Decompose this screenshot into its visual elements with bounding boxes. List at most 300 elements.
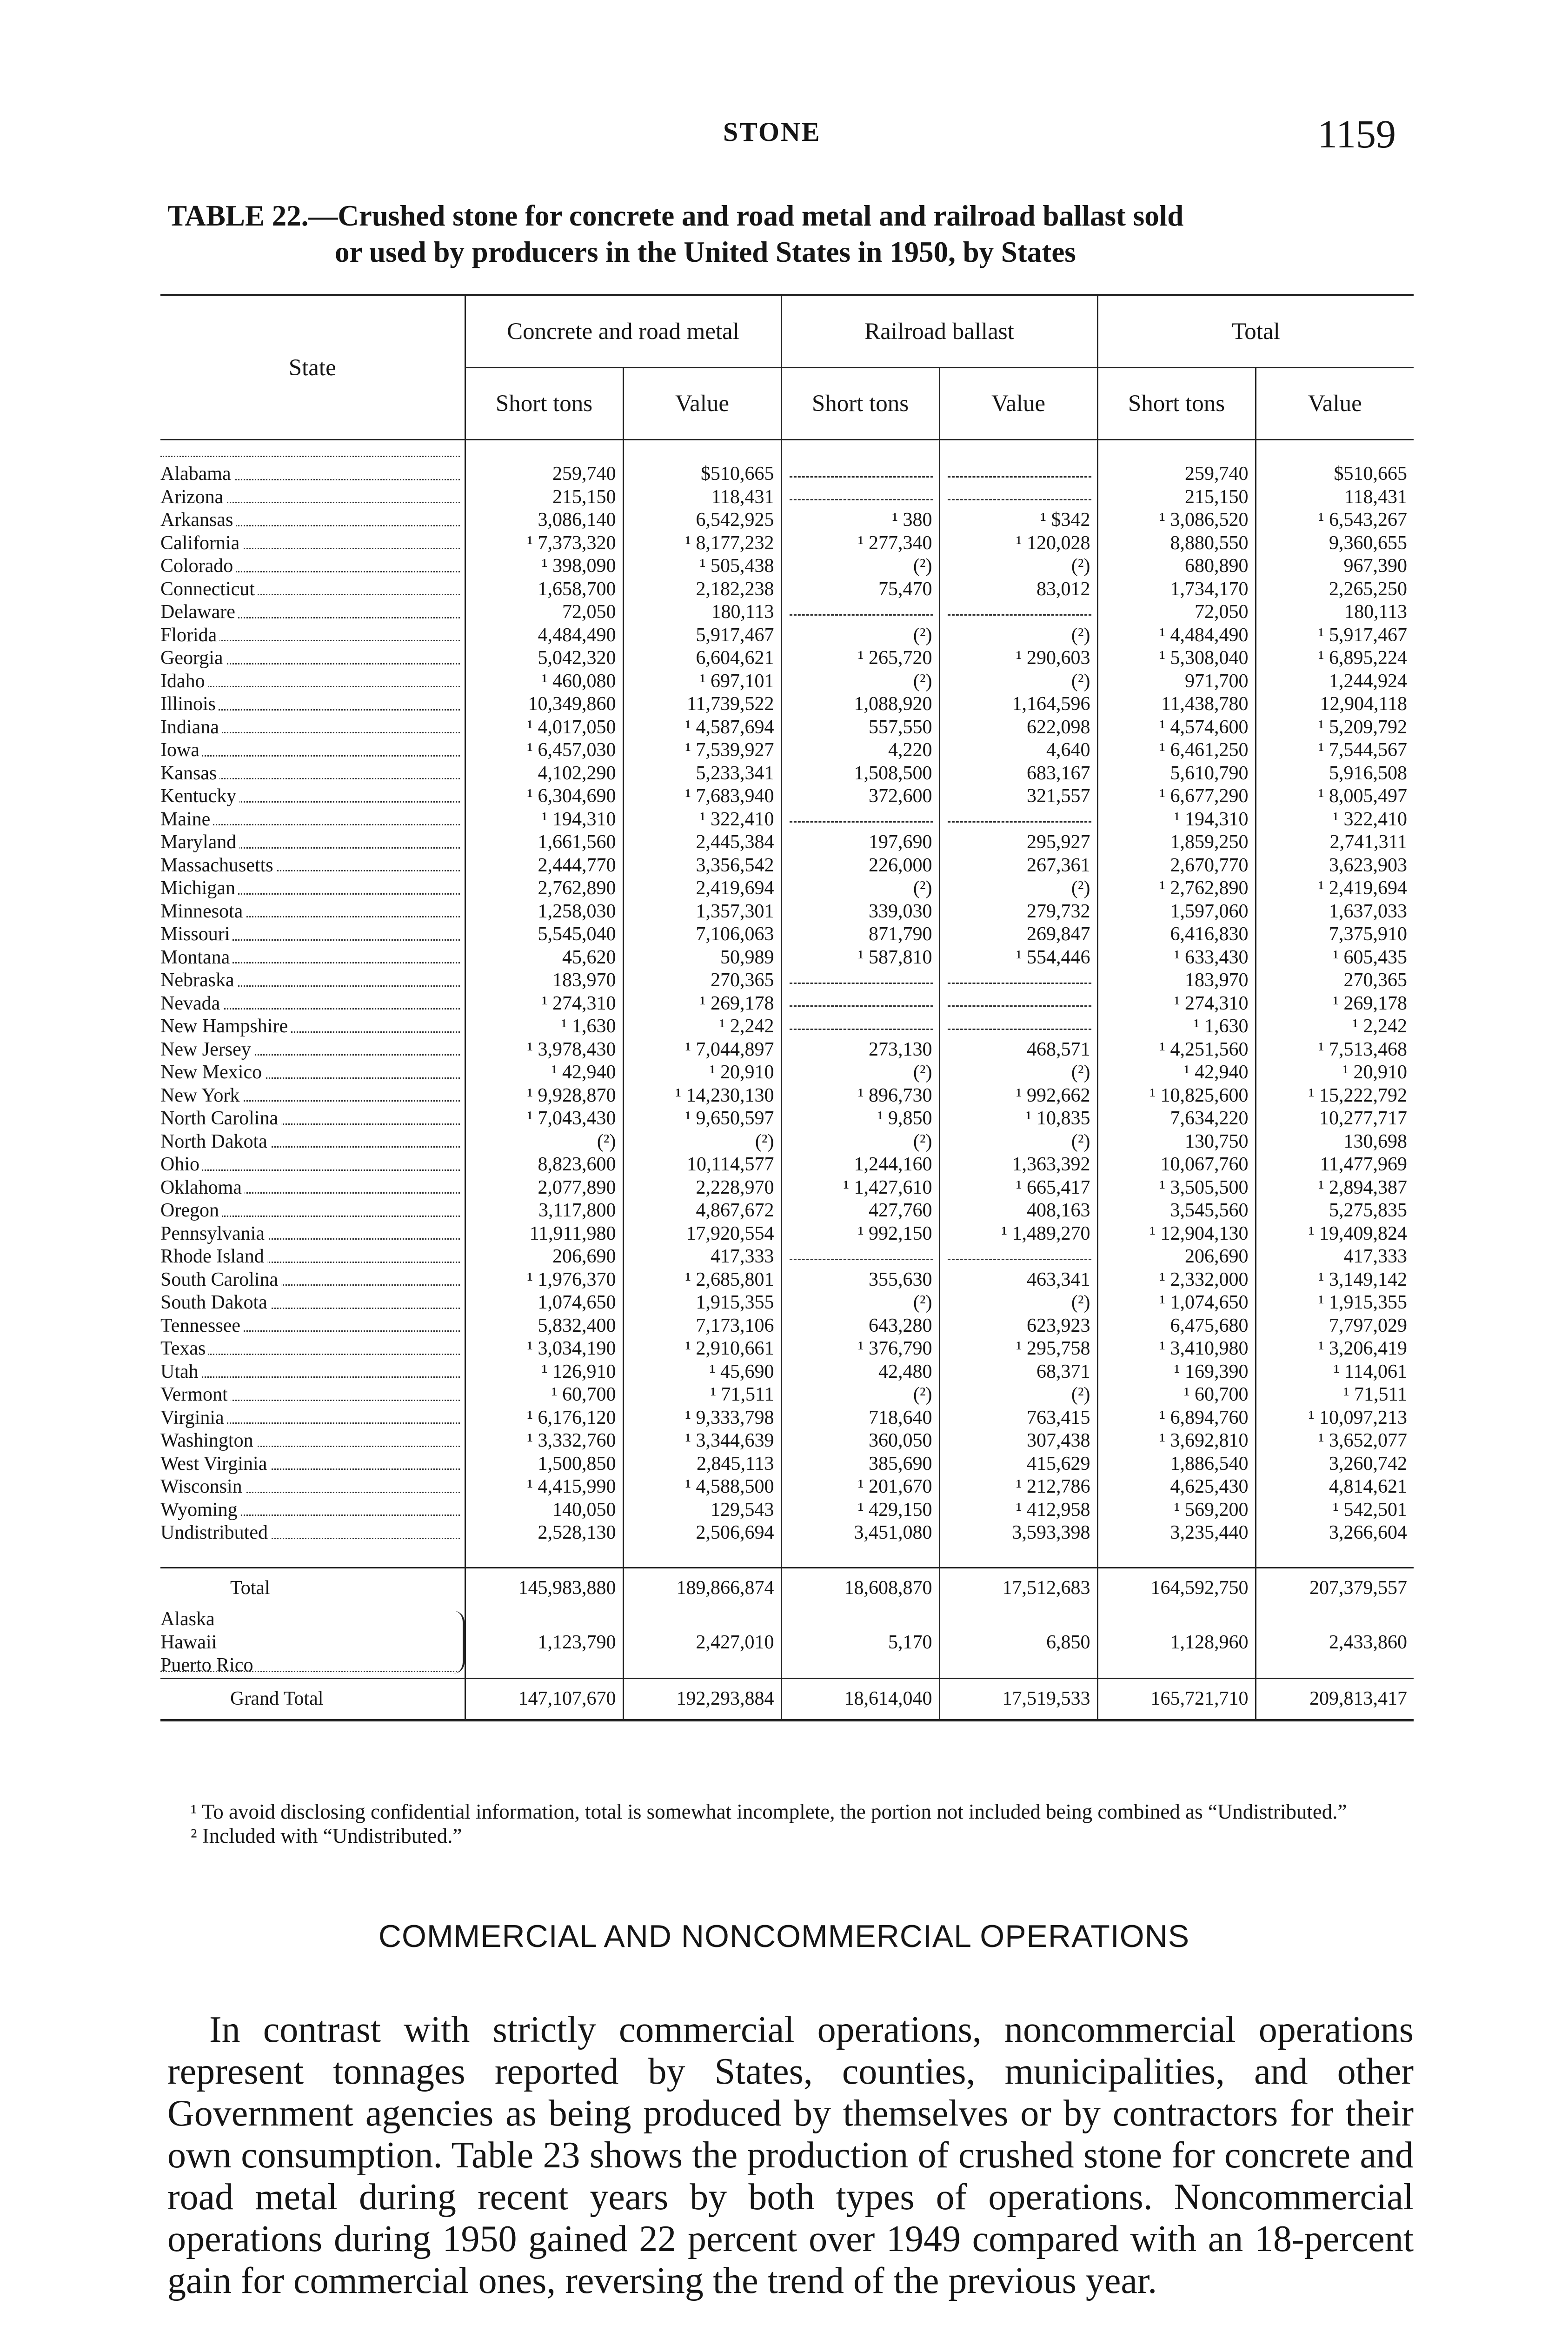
total-tons-cell: 259,740 [1097, 463, 1256, 486]
total-tons-cell: ¹ 6,894,760 [1097, 1407, 1256, 1430]
railroad-tons-cell [781, 463, 939, 486]
concrete-tons-cell: ¹ 194,310 [465, 808, 623, 831]
railroad-tons-cell: 273,130 [781, 1038, 939, 1062]
concrete-value-cell: 1,357,301 [623, 900, 781, 923]
total-value-cell: ¹ 5,209,792 [1256, 716, 1414, 739]
total-value-cell: ¹ 1,915,355 [1256, 1291, 1414, 1315]
total-tons-cell: 1,734,170 [1097, 578, 1256, 601]
railroad-value-cell: (²) [939, 1291, 1097, 1315]
grand-total-total-tons: 165,721,710 [1097, 1679, 1256, 1720]
total-value-cell: ¹ 3,652,077 [1256, 1429, 1414, 1453]
state-name: North Dakota [160, 1131, 270, 1152]
concrete-value-cell: 3,356,542 [623, 854, 781, 877]
state-name: Maine [160, 809, 213, 830]
concrete-value-cell: ¹ 9,333,798 [623, 1407, 781, 1430]
railroad-value-cell [939, 808, 1097, 831]
concrete-value-cell: 180,113 [623, 601, 781, 624]
state-rows [160, 440, 1414, 1545]
railroad-tons-cell: 871,790 [781, 923, 939, 946]
brace-icon [453, 1611, 465, 1674]
data-table [160, 294, 1414, 1721]
state-name-cell [160, 1453, 465, 1476]
concrete-value-cell: 7,106,063 [623, 923, 781, 946]
concrete-tons-cell: 10,349,860 [465, 693, 623, 716]
concrete-tons-cell: ¹ 9,928,870 [465, 1084, 623, 1108]
railroad-tons-cell: 557,550 [781, 716, 939, 739]
state-name-cell [160, 1038, 465, 1062]
concrete-tons-cell: ¹ 3,978,430 [465, 1038, 623, 1062]
table-row [160, 808, 1414, 831]
railroad-value-cell [939, 486, 1097, 509]
table-row [160, 1222, 1414, 1246]
concrete-value-cell: ¹ 2,242 [623, 1015, 781, 1038]
railroad-tons-cell: 1,508,500 [781, 762, 939, 785]
railroad-tons-cell: 643,280 [781, 1315, 939, 1338]
concrete-tons-cell: 1,658,700 [465, 578, 623, 601]
railroad-tons-cell: 355,630 [781, 1269, 939, 1292]
concrete-tons-cell: 2,444,770 [465, 854, 623, 877]
concrete-tons-cell: 140,050 [465, 1499, 623, 1522]
railroad-tons-cell: 42,480 [781, 1361, 939, 1384]
total-value-cell: 180,113 [1256, 601, 1414, 624]
table-row [160, 1315, 1414, 1338]
concrete-tons-cell: ¹ 4,017,050 [465, 716, 623, 739]
state-name-cell [160, 486, 465, 509]
railroad-value-cell: (²) [939, 1061, 1097, 1084]
concrete-value-cell: ¹ 14,230,130 [623, 1084, 781, 1108]
concrete-value-cell: ¹ 3,344,639 [623, 1429, 781, 1453]
total-tons-cell: ¹ 12,904,130 [1097, 1222, 1256, 1246]
concrete-value-cell: ¹ 322,410 [623, 808, 781, 831]
concrete-tons-cell: 1,258,030 [465, 900, 623, 923]
total-tons-cell: 1,886,540 [1097, 1453, 1256, 1476]
total-concrete-tons: 145,983,880 [465, 1568, 623, 1608]
concrete-tons-cell: ¹ 274,310 [465, 992, 623, 1016]
total-value-cell: ¹ 20,910 [1256, 1061, 1414, 1084]
table-row [160, 532, 1414, 555]
page-number: 1159 [1317, 112, 1396, 156]
railroad-tons-cell: 3,451,080 [781, 1521, 939, 1545]
total-tons-cell: ¹ 2,332,000 [1097, 1269, 1256, 1292]
concrete-tons-cell: ¹ 398,090 [465, 555, 623, 578]
table-row [160, 1107, 1414, 1130]
totals-section [160, 1545, 1414, 1720]
total-tons-cell: ¹ 2,762,890 [1097, 877, 1256, 900]
state-name-cell [160, 601, 465, 624]
concrete-tons-cell: 1,661,560 [465, 831, 623, 854]
state-name-cell [160, 1521, 465, 1545]
state-name-cell [160, 1176, 465, 1200]
railroad-value-cell: 622,098 [939, 716, 1097, 739]
grand-total-label: Grand Total [160, 1679, 465, 1720]
concrete-value-cell: 118,431 [623, 486, 781, 509]
concrete-tons-cell: (²) [465, 1130, 623, 1154]
concrete-tons-cell: 215,150 [465, 486, 623, 509]
total-value-cell: $510,665 [1256, 463, 1414, 486]
state-name: Colorado [160, 555, 236, 577]
grand-total-total-value: 209,813,417 [1256, 1679, 1414, 1720]
total-value-cell: ¹ 269,178 [1256, 992, 1414, 1016]
concrete-value-cell: ¹ 8,177,232 [623, 532, 781, 555]
railroad-tons-cell: 4,220 [781, 739, 939, 762]
running-head [0, 112, 1568, 158]
state-name: Idaho [160, 671, 208, 692]
railroad-tons-cell: ¹ 376,790 [781, 1337, 939, 1361]
concrete-tons-cell: ¹ 126,910 [465, 1361, 623, 1384]
territories-row [160, 1608, 1414, 1679]
railroad-value-cell: ¹ 212,786 [939, 1475, 1097, 1499]
state-name: Tennessee [160, 1315, 243, 1336]
total-value-cell: 3,623,903 [1256, 854, 1414, 877]
state-name: Utah [160, 1361, 201, 1382]
concrete-tons-cell: 206,690 [465, 1245, 623, 1269]
subheader-value: Value [623, 368, 781, 440]
concrete-tons-cell: 72,050 [465, 601, 623, 624]
table-row [160, 1084, 1414, 1108]
concrete-tons-cell: 5,042,320 [465, 647, 623, 670]
railroad-value-cell: (²) [939, 877, 1097, 900]
subheader-short-tons: Short tons [781, 368, 939, 440]
railroad-value-cell [939, 463, 1097, 486]
railroad-value-cell: 279,732 [939, 900, 1097, 923]
concrete-tons-cell: 2,528,130 [465, 1521, 623, 1545]
table-row [160, 624, 1414, 647]
railroad-value-cell [939, 1245, 1097, 1269]
concrete-value-cell: ¹ 7,044,897 [623, 1038, 781, 1062]
concrete-value-cell: 2,506,694 [623, 1521, 781, 1545]
total-tons-cell: 2,670,770 [1097, 854, 1256, 877]
railroad-value-cell: 623,923 [939, 1315, 1097, 1338]
state-name: Maryland [160, 831, 239, 853]
total-tons-cell: ¹ 4,251,560 [1097, 1038, 1256, 1062]
total-value-cell: 5,916,508 [1256, 762, 1414, 785]
total-tons-cell: 3,545,560 [1097, 1199, 1256, 1222]
concrete-value-cell: 5,233,341 [623, 762, 781, 785]
state-name: Wisconsin [160, 1476, 245, 1497]
territories-total-tons: 1,128,960 [1097, 1608, 1256, 1679]
state-name-cell [160, 693, 465, 716]
concrete-tons-cell: 3,117,800 [465, 1199, 623, 1222]
state-name-cell [160, 923, 465, 946]
railroad-tons-cell: (²) [781, 1383, 939, 1407]
total-value-cell: ¹ 19,409,824 [1256, 1222, 1414, 1246]
railroad-value-cell: (²) [939, 555, 1097, 578]
railroad-value-cell: 408,163 [939, 1199, 1097, 1222]
table-caption-line-1: TABLE 22.—Crushed stone for concrete and road metal and railroad ballast sold [167, 199, 1184, 232]
table-row [160, 1176, 1414, 1200]
railroad-value-cell: 468,571 [939, 1038, 1097, 1062]
total-tons-cell: 183,970 [1097, 969, 1256, 992]
concrete-value-cell: ¹ 4,588,500 [623, 1475, 781, 1499]
grand-total-railroad-value: 17,519,533 [939, 1679, 1097, 1720]
total-value-cell: 270,365 [1256, 969, 1414, 992]
total-value-cell: 7,797,029 [1256, 1315, 1414, 1338]
concrete-tons-cell: ¹ 6,457,030 [465, 739, 623, 762]
total-value-cell: ¹ 2,894,387 [1256, 1176, 1414, 1200]
table-row [160, 670, 1414, 693]
state-name-cell [160, 946, 465, 970]
state-name: New Jersey [160, 1039, 254, 1060]
stone-table [160, 294, 1414, 1721]
railroad-tons-cell: 360,050 [781, 1429, 939, 1453]
state-name: Kansas [160, 763, 219, 784]
state-name: Connecticut [160, 578, 258, 600]
state-name: South Carolina [160, 1269, 281, 1290]
concrete-value-cell: ¹ 71,511 [623, 1383, 781, 1407]
section-heading: COMMERCIAL AND NONCOMMERCIAL OPERATIONS [378, 1919, 1190, 1954]
concrete-tons-cell: ¹ 1,630 [465, 1015, 623, 1038]
state-name: Massachusetts [160, 855, 276, 876]
railroad-value-cell: ¹ 992,662 [939, 1084, 1097, 1108]
concrete-value-cell: ¹ 2,685,801 [623, 1269, 781, 1292]
territories-labels [160, 1608, 465, 1679]
state-name-cell [160, 1245, 465, 1269]
total-value-cell: 12,904,118 [1256, 693, 1414, 716]
state-name-cell [160, 1291, 465, 1315]
total-total-tons: 164,592,750 [1097, 1568, 1256, 1608]
table-row [160, 900, 1414, 923]
railroad-tons-cell: (²) [781, 1061, 939, 1084]
state-name: Nebraska [160, 970, 237, 991]
railroad-value-cell: 83,012 [939, 578, 1097, 601]
state-name-cell [160, 1361, 465, 1384]
railroad-tons-cell [781, 601, 939, 624]
concrete-tons-cell: 2,077,890 [465, 1176, 623, 1200]
railroad-value-cell: 307,438 [939, 1429, 1097, 1453]
group-header-total: Total [1097, 295, 1414, 368]
railroad-value-cell: ¹ 290,603 [939, 647, 1097, 670]
railroad-value-cell [939, 992, 1097, 1016]
state-name: Missouri [160, 923, 233, 945]
total-value-cell: 130,698 [1256, 1130, 1414, 1154]
state-name-cell [160, 1061, 465, 1084]
state-name: Iowa [160, 739, 202, 761]
state-name: New York [160, 1085, 242, 1106]
state-column-header: State [160, 295, 465, 440]
railroad-tons-cell: 427,760 [781, 1199, 939, 1222]
railroad-tons-cell: (²) [781, 1130, 939, 1154]
table-row [160, 463, 1414, 486]
railroad-value-cell: (²) [939, 1130, 1097, 1154]
railroad-tons-cell: ¹ 9,850 [781, 1107, 939, 1130]
total-value-cell: 3,266,604 [1256, 1521, 1414, 1545]
railroad-tons-cell: (²) [781, 555, 939, 578]
total-tons-cell: ¹ 6,677,290 [1097, 785, 1256, 808]
concrete-value-cell: 5,917,467 [623, 624, 781, 647]
territories-railroad-tons: 5,170 [781, 1608, 939, 1679]
concrete-value-cell: $510,665 [623, 463, 781, 486]
state-name: Texas [160, 1338, 208, 1359]
territory-name: Puerto Rico [160, 1654, 253, 1676]
railroad-value-cell: 1,363,392 [939, 1153, 1097, 1176]
concrete-tons-cell: ¹ 1,976,370 [465, 1269, 623, 1292]
total-tons-cell: 11,438,780 [1097, 693, 1256, 716]
grand-total-concrete-value: 192,293,884 [623, 1679, 781, 1720]
total-tons-cell: 215,150 [1097, 486, 1256, 509]
concrete-value-cell: 129,543 [623, 1499, 781, 1522]
state-name-cell [160, 1499, 465, 1522]
railroad-tons-cell [781, 992, 939, 1016]
total-value-cell: 2,741,311 [1256, 831, 1414, 854]
total-value-cell: 10,277,717 [1256, 1107, 1414, 1130]
total-value-cell: ¹ 8,005,497 [1256, 785, 1414, 808]
state-name: Arizona [160, 486, 226, 508]
total-tons-cell: ¹ 60,700 [1097, 1383, 1256, 1407]
state-name: Wyoming [160, 1499, 240, 1521]
state-name-cell [160, 1130, 465, 1154]
state-name: Ohio [160, 1154, 202, 1175]
railroad-value-cell: 415,629 [939, 1453, 1097, 1476]
total-tons-cell: ¹ 3,692,810 [1097, 1429, 1256, 1453]
total-tons-cell: ¹ 1,630 [1097, 1015, 1256, 1038]
table-caption-line-2: or used by producers in the United States in 1950, by States [335, 236, 1076, 268]
railroad-tons-cell [781, 486, 939, 509]
total-tons-cell: 72,050 [1097, 601, 1256, 624]
total-value-cell: ¹ 605,435 [1256, 946, 1414, 970]
table-row [160, 1269, 1414, 1292]
total-tons-cell: ¹ 3,086,520 [1097, 509, 1256, 532]
total-value-cell: ¹ 322,410 [1256, 808, 1414, 831]
table-row [160, 1499, 1414, 1522]
state-name-cell [160, 1383, 465, 1407]
total-tons-cell: ¹ 569,200 [1097, 1499, 1256, 1522]
table-row [160, 509, 1414, 532]
concrete-value-cell: 4,867,672 [623, 1199, 781, 1222]
state-name-cell [160, 1222, 465, 1246]
total-tons-cell: 5,610,790 [1097, 762, 1256, 785]
table-row [160, 693, 1414, 716]
railroad-value-cell: (²) [939, 624, 1097, 647]
total-value-cell: ¹ 10,097,213 [1256, 1407, 1414, 1430]
concrete-value-cell: (²) [623, 1130, 781, 1154]
railroad-tons-cell [781, 1245, 939, 1269]
state-name-cell [160, 1015, 465, 1038]
total-tons-cell: ¹ 4,574,600 [1097, 716, 1256, 739]
total-concrete-value: 189,866,874 [623, 1568, 781, 1608]
state-name-cell [160, 624, 465, 647]
state-name-cell [160, 1084, 465, 1108]
total-tons-cell: ¹ 42,940 [1097, 1061, 1256, 1084]
railroad-tons-cell [781, 808, 939, 831]
total-value-cell: ¹ 5,917,467 [1256, 624, 1414, 647]
table-row [160, 1429, 1414, 1453]
railroad-tons-cell: (²) [781, 624, 939, 647]
railroad-value-cell: ¹ 665,417 [939, 1176, 1097, 1200]
total-tons-cell: ¹ 10,825,600 [1097, 1084, 1256, 1108]
table-row [160, 1015, 1414, 1038]
total-value-cell: 417,333 [1256, 1245, 1414, 1269]
concrete-value-cell: ¹ 505,438 [623, 555, 781, 578]
total-tons-cell: 6,416,830 [1097, 923, 1256, 946]
concrete-value-cell: 11,739,522 [623, 693, 781, 716]
territories-concrete-value: 2,427,010 [623, 1608, 781, 1679]
railroad-value-cell: ¹ 412,958 [939, 1499, 1097, 1522]
table-row [160, 1291, 1414, 1315]
footnote-1: ¹ To avoid disclosing confidential information, total is somewhat incomplete, the portion not included being combined as “Undistributed.” [191, 1800, 1347, 1823]
state-name: California [160, 532, 242, 554]
concrete-value-cell: 6,542,925 [623, 509, 781, 532]
concrete-tons-cell: ¹ 6,304,690 [465, 785, 623, 808]
state-name: Undistributed [160, 1522, 271, 1543]
railroad-tons-cell: ¹ 1,427,610 [781, 1176, 939, 1200]
total-value-cell: ¹ 3,206,419 [1256, 1337, 1414, 1361]
table-row [160, 1383, 1414, 1407]
railroad-tons-cell: ¹ 896,730 [781, 1084, 939, 1108]
concrete-value-cell: 7,173,106 [623, 1315, 781, 1338]
railroad-value-cell: (²) [939, 670, 1097, 693]
table-row [160, 877, 1414, 900]
state-name-cell [160, 831, 465, 854]
railroad-tons-cell: 1,088,920 [781, 693, 939, 716]
state-name: Oregon [160, 1200, 222, 1221]
state-name: Pennsylvania [160, 1223, 267, 1244]
concrete-value-cell: 2,228,970 [623, 1176, 781, 1200]
total-tons-cell: 1,597,060 [1097, 900, 1256, 923]
railroad-value-cell: 763,415 [939, 1407, 1097, 1430]
state-name-cell [160, 670, 465, 693]
table-row [160, 555, 1414, 578]
concrete-tons-cell: 183,970 [465, 969, 623, 992]
state-name: Illinois [160, 693, 219, 715]
table-row [160, 946, 1414, 970]
total-tons-cell: 4,625,430 [1097, 1475, 1256, 1499]
concrete-tons-cell: 4,102,290 [465, 762, 623, 785]
body-paragraph: In contrast with strictly commercial operations, noncommercial operations represent tonnages reported by States, counties, municipalities, and other Government agencies as being produced by themselves or by contractors for their own consumption. Table 23 shows the production of crushed stone for concrete and road metal during recent years by both types of operations. Noncommercial operations during 1950 gained 22 percent over 1949 compared with an 18-percent gain for commercial ones, reversing the trend of the previous year. [167, 2009, 1414, 2301]
railroad-value-cell: ¹ 1,489,270 [939, 1222, 1097, 1246]
railroad-tons-cell: 75,470 [781, 578, 939, 601]
total-value-cell: 2,265,250 [1256, 578, 1414, 601]
concrete-tons-cell: 4,484,490 [465, 624, 623, 647]
total-value-cell: ¹ 3,149,142 [1256, 1269, 1414, 1292]
state-name-cell [160, 900, 465, 923]
concrete-value-cell: 417,333 [623, 1245, 781, 1269]
railroad-value-cell: 683,167 [939, 762, 1097, 785]
total-tons-cell: ¹ 5,308,040 [1097, 647, 1256, 670]
railroad-value-cell: ¹ 554,446 [939, 946, 1097, 970]
total-value-cell: 11,477,969 [1256, 1153, 1414, 1176]
table-row [160, 992, 1414, 1016]
state-name: Florida [160, 624, 219, 646]
railroad-tons-cell [781, 1015, 939, 1038]
grand-total-row [160, 1679, 1414, 1720]
total-value-cell: ¹ 7,544,567 [1256, 739, 1414, 762]
concrete-value-cell: ¹ 697,101 [623, 670, 781, 693]
table-caption [167, 198, 1404, 270]
concrete-value-cell: 50,989 [623, 946, 781, 970]
territories-railroad-value: 6,850 [939, 1608, 1097, 1679]
railroad-tons-cell: 1,244,160 [781, 1153, 939, 1176]
table-row [160, 785, 1414, 808]
railroad-value-cell: ¹ 10,835 [939, 1107, 1097, 1130]
concrete-tons-cell: ¹ 460,080 [465, 670, 623, 693]
total-tons-cell: 1,859,250 [1097, 831, 1256, 854]
territory-name: Hawaii [160, 1631, 217, 1653]
total-value-cell: ¹ 2,242 [1256, 1015, 1414, 1038]
total-tons-cell: 206,690 [1097, 1245, 1256, 1269]
state-name-cell [160, 808, 465, 831]
state-name: Kentucky [160, 785, 239, 807]
state-name-cell [160, 509, 465, 532]
running-title: STONE [723, 117, 821, 147]
concrete-tons-cell: ¹ 3,332,760 [465, 1429, 623, 1453]
concrete-tons-cell: ¹ 4,415,990 [465, 1475, 623, 1499]
table-row [160, 854, 1414, 877]
state-name: New Hampshire [160, 1016, 291, 1037]
railroad-tons-cell: ¹ 277,340 [781, 532, 939, 555]
railroad-tons-cell: 718,640 [781, 1407, 939, 1430]
concrete-value-cell: ¹ 45,690 [623, 1361, 781, 1384]
subheader-short-tons: Short tons [1097, 368, 1256, 440]
